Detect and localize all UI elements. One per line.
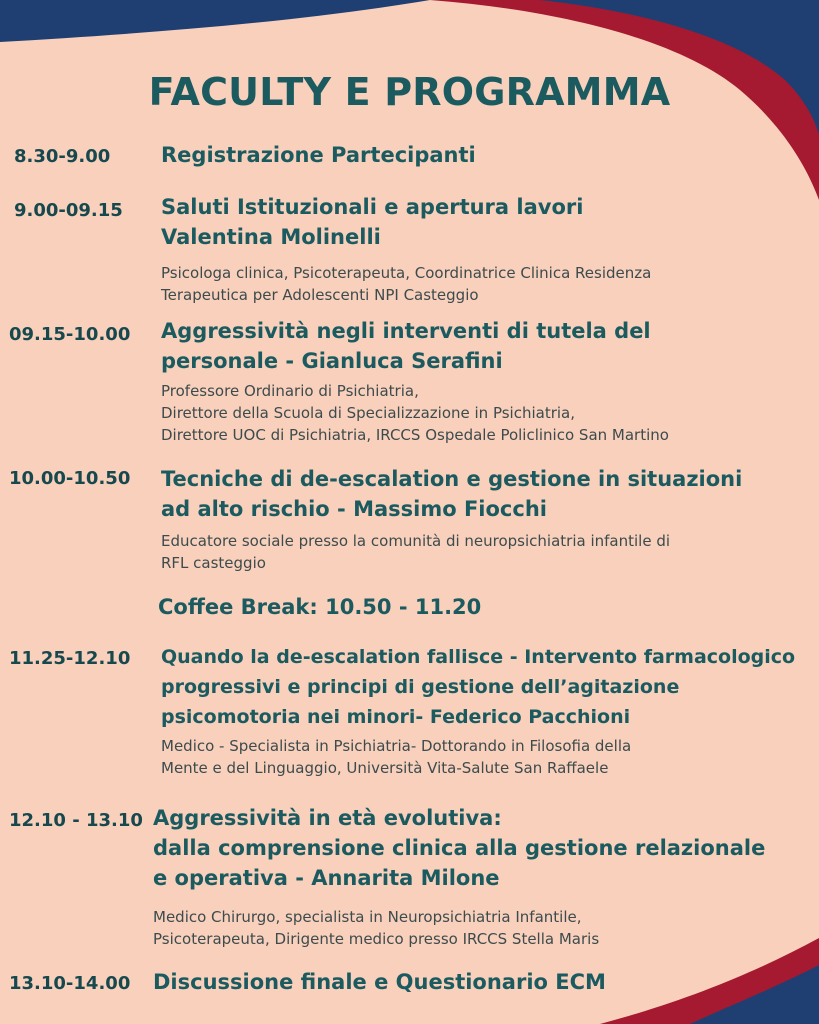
- speaker-description: Medico Chirurgo, specialista in Neuropsichiatria Infantile, Psicoterapeuta, Dirigente medico presso IRCCS Stella Maris: [153, 908, 600, 948]
- session-title: Discussione finale e Questionario ECM: [153, 970, 606, 994]
- speaker-description: Medico - Specialista in Psichiatria- Dottorando in Filosofia della Mente e del Linguaggio, Università Vita-Salute San Raffaele: [161, 737, 632, 777]
- session-time: 8.30-9.00: [14, 146, 111, 167]
- session-title: Aggressività in età evolutiva: dalla comprensione clinica alla gestione relazionale e operativa - Annarita Milone: [153, 806, 766, 890]
- wave-top-left: [0, 0, 430, 42]
- speaker-description: Psicologa clinica, Psicoterapeuta, Coordinatrice Clinica Residenza Terapeutica per Adolescenti NPI Casteggio: [161, 264, 652, 304]
- speaker-description: Professore Ordinario di Psichiatria, Direttore della Scuola di Specializzazione in Psichiatria, Direttore UOC di Psichiatria, IRCCS Ospedale Policlinico San Martino: [161, 382, 669, 444]
- session-time: 11.25-12.10: [9, 648, 131, 669]
- session-title: Saluti Istituzionali e apertura lavori Valentina Molinelli: [161, 195, 584, 249]
- session-title: Aggressività negli interventi di tutela del personale - Gianluca Serafini: [161, 319, 651, 373]
- page-title: FACULTY E PROGRAMMA: [148, 70, 671, 114]
- session-time: 09.15-10.00: [9, 324, 131, 345]
- session-title: Registrazione Partecipanti: [161, 143, 476, 167]
- speaker-description: Educatore sociale presso la comunità di neuropsichiatria infantile di RFL casteggio: [161, 532, 671, 572]
- session-time: 13.10-14.00: [9, 973, 131, 994]
- session-time: 12.10 - 13.10: [9, 810, 143, 831]
- session-time: 10.00-10.50: [9, 468, 131, 489]
- session-time: 9.00-09.15: [14, 200, 123, 221]
- session-title: Quando la de-escalation fallisce - Intervento farmacologico progressivi e principi di gestione dell’agitazione psicomotoria nei minori- Federico Pacchioni: [161, 646, 796, 728]
- session-title: Tecniche di de-escalation e gestione in situazioni ad alto rischio - Massimo Fiocchi: [161, 467, 743, 521]
- coffee-break: Coffee Break: 10.50 - 11.20: [158, 595, 482, 619]
